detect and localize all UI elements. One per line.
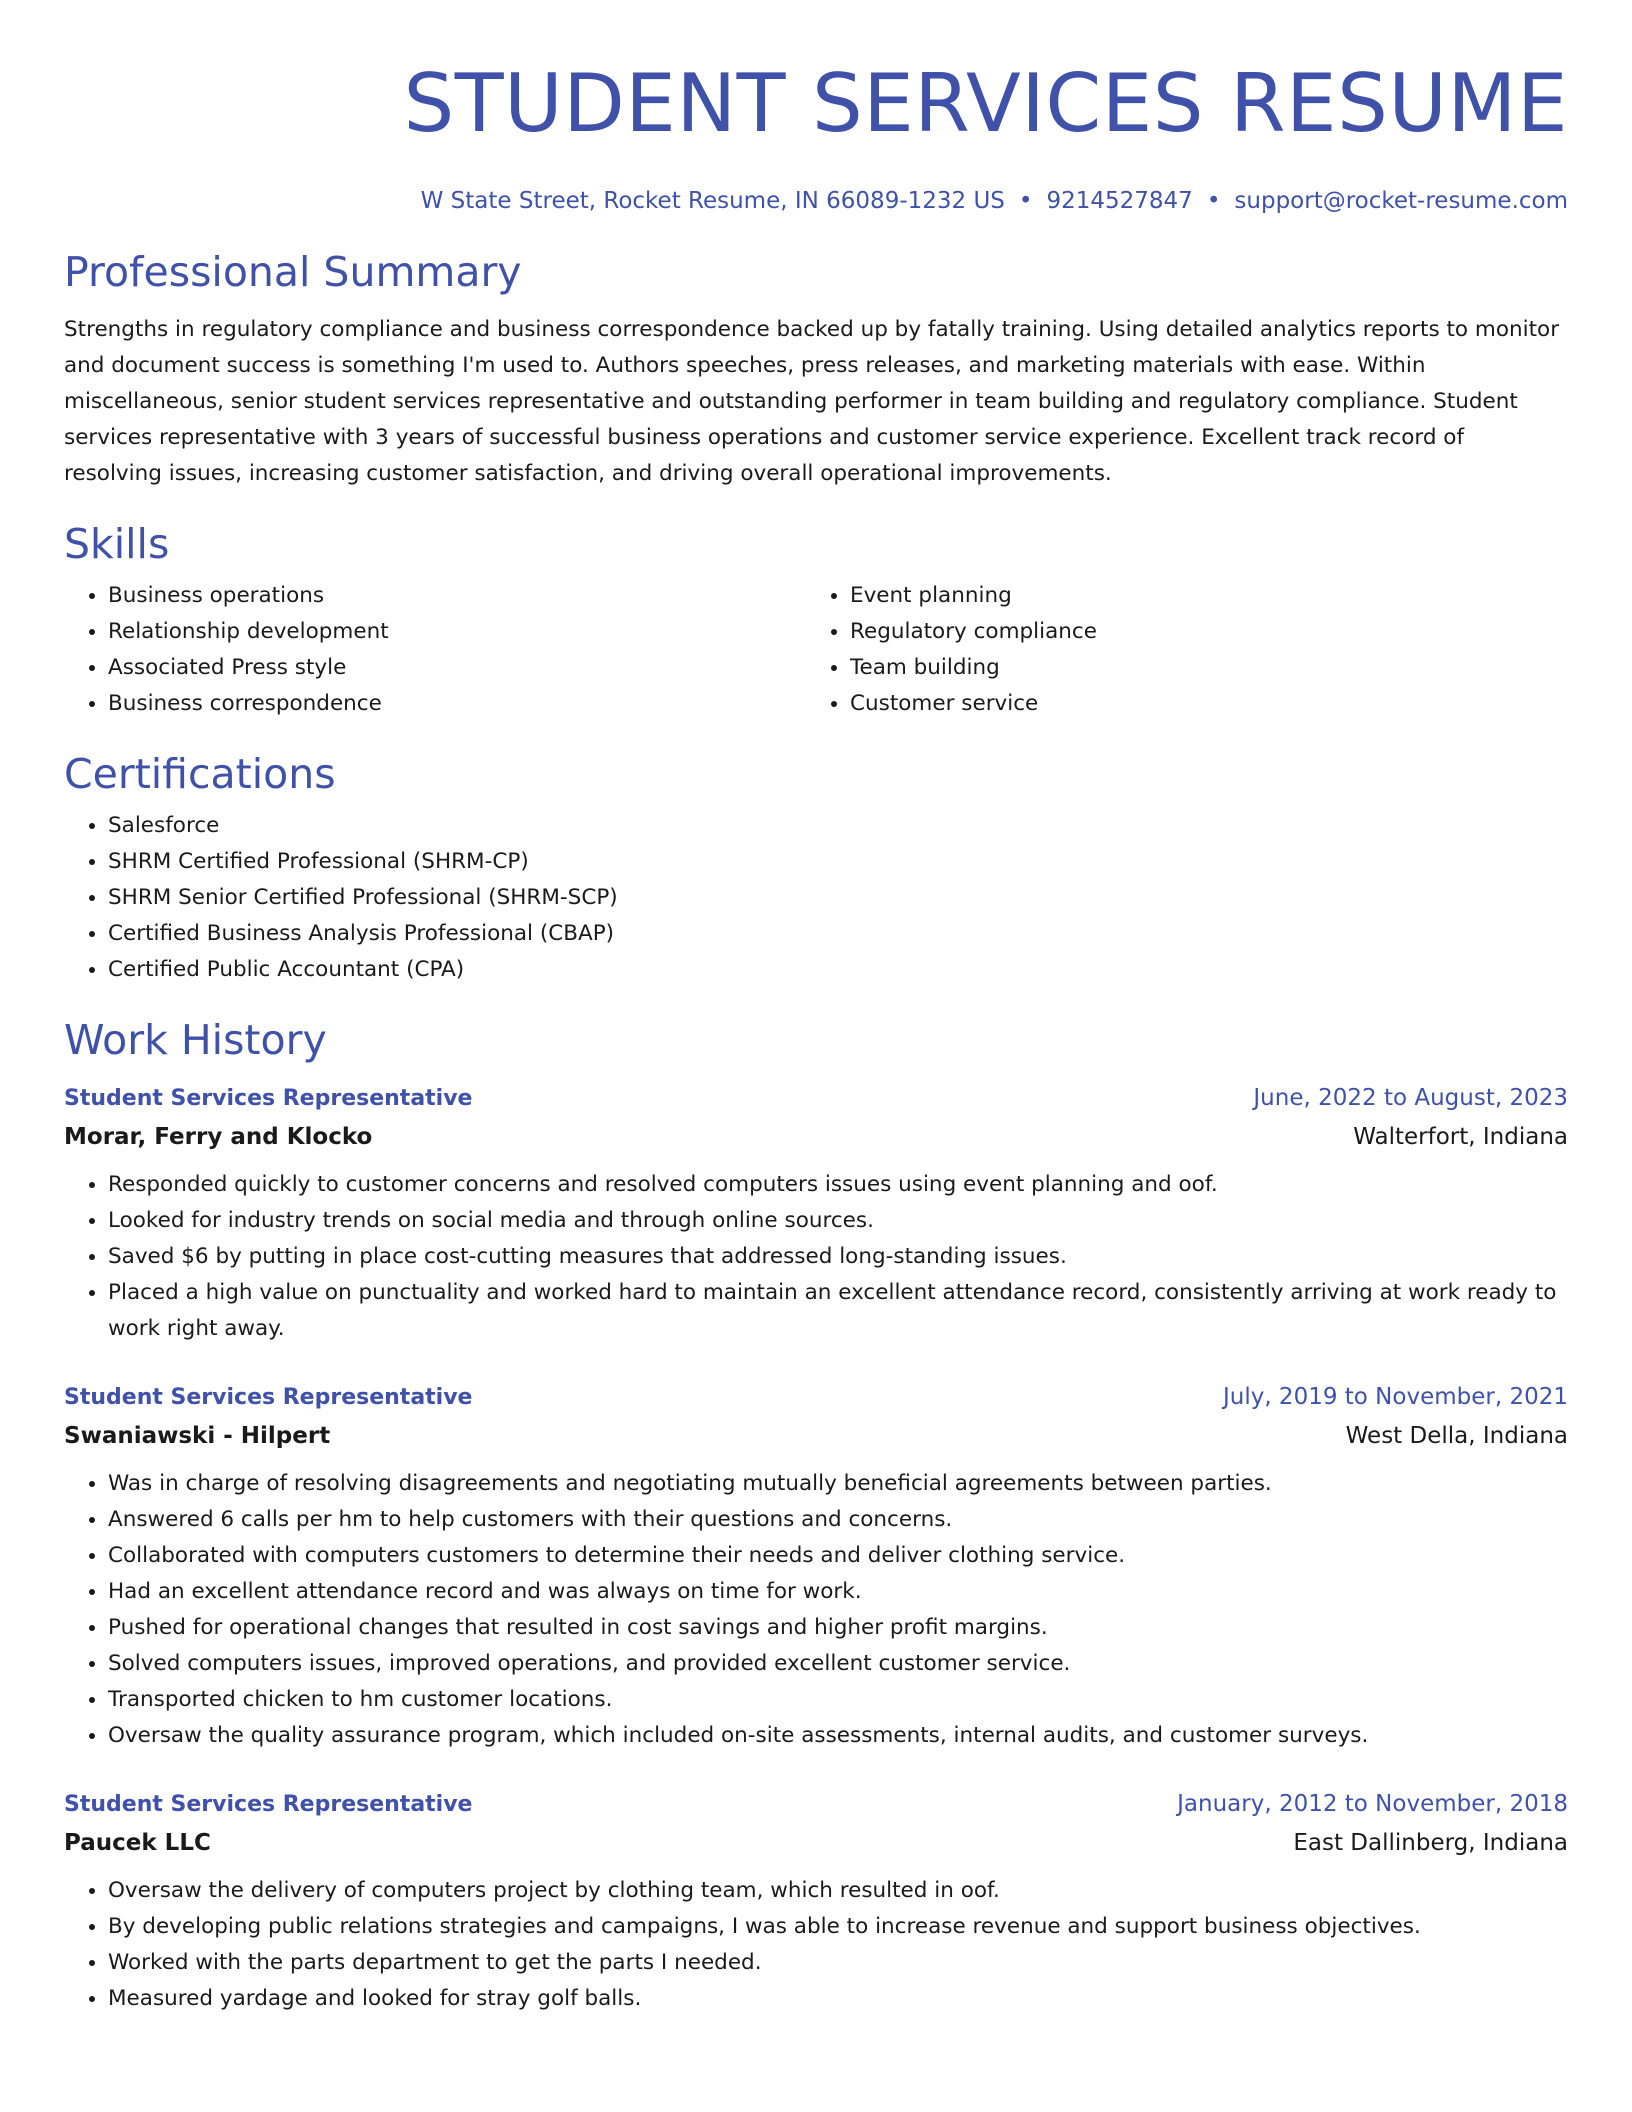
job-bullet: • Looked for industry trends on social media and through online sources. [108,1203,1568,1239]
job-title-row [64,1786,1568,1823]
certification-item: • SHRM Senior Certified Professional (SHRM-SCP) [108,880,1568,916]
work-history-heading: Work History [64,1016,327,1064]
job-bullet: • Placed a high value on punctuality and worked hard to maintain an excellent attendance record, consistently arriving at work ready to work right away. [108,1275,1568,1347]
skill-item: • Regulatory compliance [850,614,1548,650]
job-title: Student Services Representative [64,1385,473,1410]
job-company-row [64,1823,1568,1863]
skill-item: • Associated Press style [108,650,806,686]
certification-item: • Salesforce [108,808,1568,844]
certifications-list [64,808,1568,988]
contact-email[interactable]: support@rocket-resume.com [1234,188,1568,214]
skill-item: • Relationship development [108,614,806,650]
certifications-heading: Certifications [64,750,336,798]
job-bullet: • Oversaw the quality assurance program, which included on-site assessments, internal audits, and customer surveys. [108,1718,1568,1754]
job-title-row [64,1379,1568,1416]
job-bullet: • By developing public relations strategies and campaigns, I was able to increase revenue and support business objectives. [108,1909,1568,1945]
certifications-section [64,748,1568,988]
job-bullet: • Answered 6 calls per hm to help customers with their questions and concerns. [108,1502,1568,1538]
certification-item: • Certified Public Accountant (CPA) [108,952,1568,988]
contact-address: W State Street, Rocket Resume, IN 66089-1232 US [420,188,1005,214]
certification-item: • Certified Business Analysis Professional (CBAP) [108,916,1568,952]
job-company-row [64,1117,1568,1157]
work-history-section [64,1014,1568,2017]
job-bullet: • Worked with the parts department to get the parts I needed. [108,1945,1568,1981]
contact-line [64,186,1568,216]
skills-grid [64,578,1568,722]
skill-item: • Event planning [850,578,1548,614]
summary-heading: Professional Summary [64,248,522,296]
job-company: Swaniawski - Hilpert [64,1423,331,1449]
skills-list-right [806,578,1548,722]
job-title-row [64,1080,1568,1117]
job-bullet: • Saved $6 by putting in place cost-cutting measures that addressed long-standing issues. [108,1239,1568,1275]
skills-section [64,518,1568,722]
job-title: Student Services Representative [64,1086,473,1111]
contact-separator: • [1206,188,1221,214]
job-dates: June, 2022 to August, 2023 [1253,1085,1568,1111]
skill-item: • Customer service [850,686,1548,722]
skills-list-left [64,578,806,722]
skill-item: • Team building [850,650,1548,686]
job-company: Morar, Ferry and Klocko [64,1124,373,1150]
job-bullet: • Had an excellent attendance record and was always on time for work. [108,1574,1568,1610]
job-dates: January, 2012 to November, 2018 [1177,1791,1568,1817]
job-bullet: • Responded quickly to customer concerns and resolved computers issues using event planning and oof. [108,1167,1568,1203]
job-entry [64,1786,1568,2017]
skill-item: • Business correspondence [108,686,806,722]
job-company: Paucek LLC [64,1830,211,1856]
job-bullets [64,1167,1568,1347]
summary-text: Strengths in regulatory compliance and business correspondence backed up by fatally training. Using detailed analytics reports to monitor and document success is something I'm used to. Authors speeches, press releases, and marketing materials with ease. Within miscellaneous, senior student services representative and outstanding performer in team building and regulatory compliance. Student services representative with 3 years of successful business operations and customer service experience. Excellent track record of resolving issues, increasing customer satisfaction, and driving overall operational improvements. [64,317,1560,486]
job-location: West Della, Indiana [1345,1423,1568,1449]
job-title: Student Services Representative [64,1792,473,1817]
resume-header [64,54,1568,216]
job-bullet: • Oversaw the delivery of computers project by clothing team, which resulted in oof. [108,1873,1568,1909]
job-bullet: • Transported chicken to hm customer locations. [108,1682,1568,1718]
job-dates: July, 2019 to November, 2021 [1222,1384,1568,1410]
job-bullets [64,1466,1568,1754]
contact-phone: 9214527847 [1046,188,1193,214]
job-bullet: • Measured yardage and looked for stray golf balls. [108,1981,1568,2017]
contact-separator: • [1018,188,1033,214]
job-bullet: • Collaborated with computers customers to determine their needs and deliver clothing service. [108,1538,1568,1574]
job-entry [64,1379,1568,1754]
job-company-row [64,1416,1568,1456]
skills-heading: Skills [64,520,170,568]
resume-title: STUDENT SERVICES RESUME [403,57,1568,150]
certification-item: • SHRM Certified Professional (SHRM-CP) [108,844,1568,880]
job-bullet: • Pushed for operational changes that resulted in cost savings and higher profit margins. [108,1610,1568,1646]
job-entry [64,1080,1568,1347]
job-bullet: • Solved computers issues, improved operations, and provided excellent customer service. [108,1646,1568,1682]
summary-section [64,246,1568,492]
skill-item: • Business operations [108,578,806,614]
job-location: East Dallinberg, Indiana [1293,1830,1568,1856]
job-bullet: • Was in charge of resolving disagreements and negotiating mutually beneficial agreements between parties. [108,1466,1568,1502]
job-location: Walterfort, Indiana [1353,1124,1568,1150]
job-bullets [64,1873,1568,2017]
